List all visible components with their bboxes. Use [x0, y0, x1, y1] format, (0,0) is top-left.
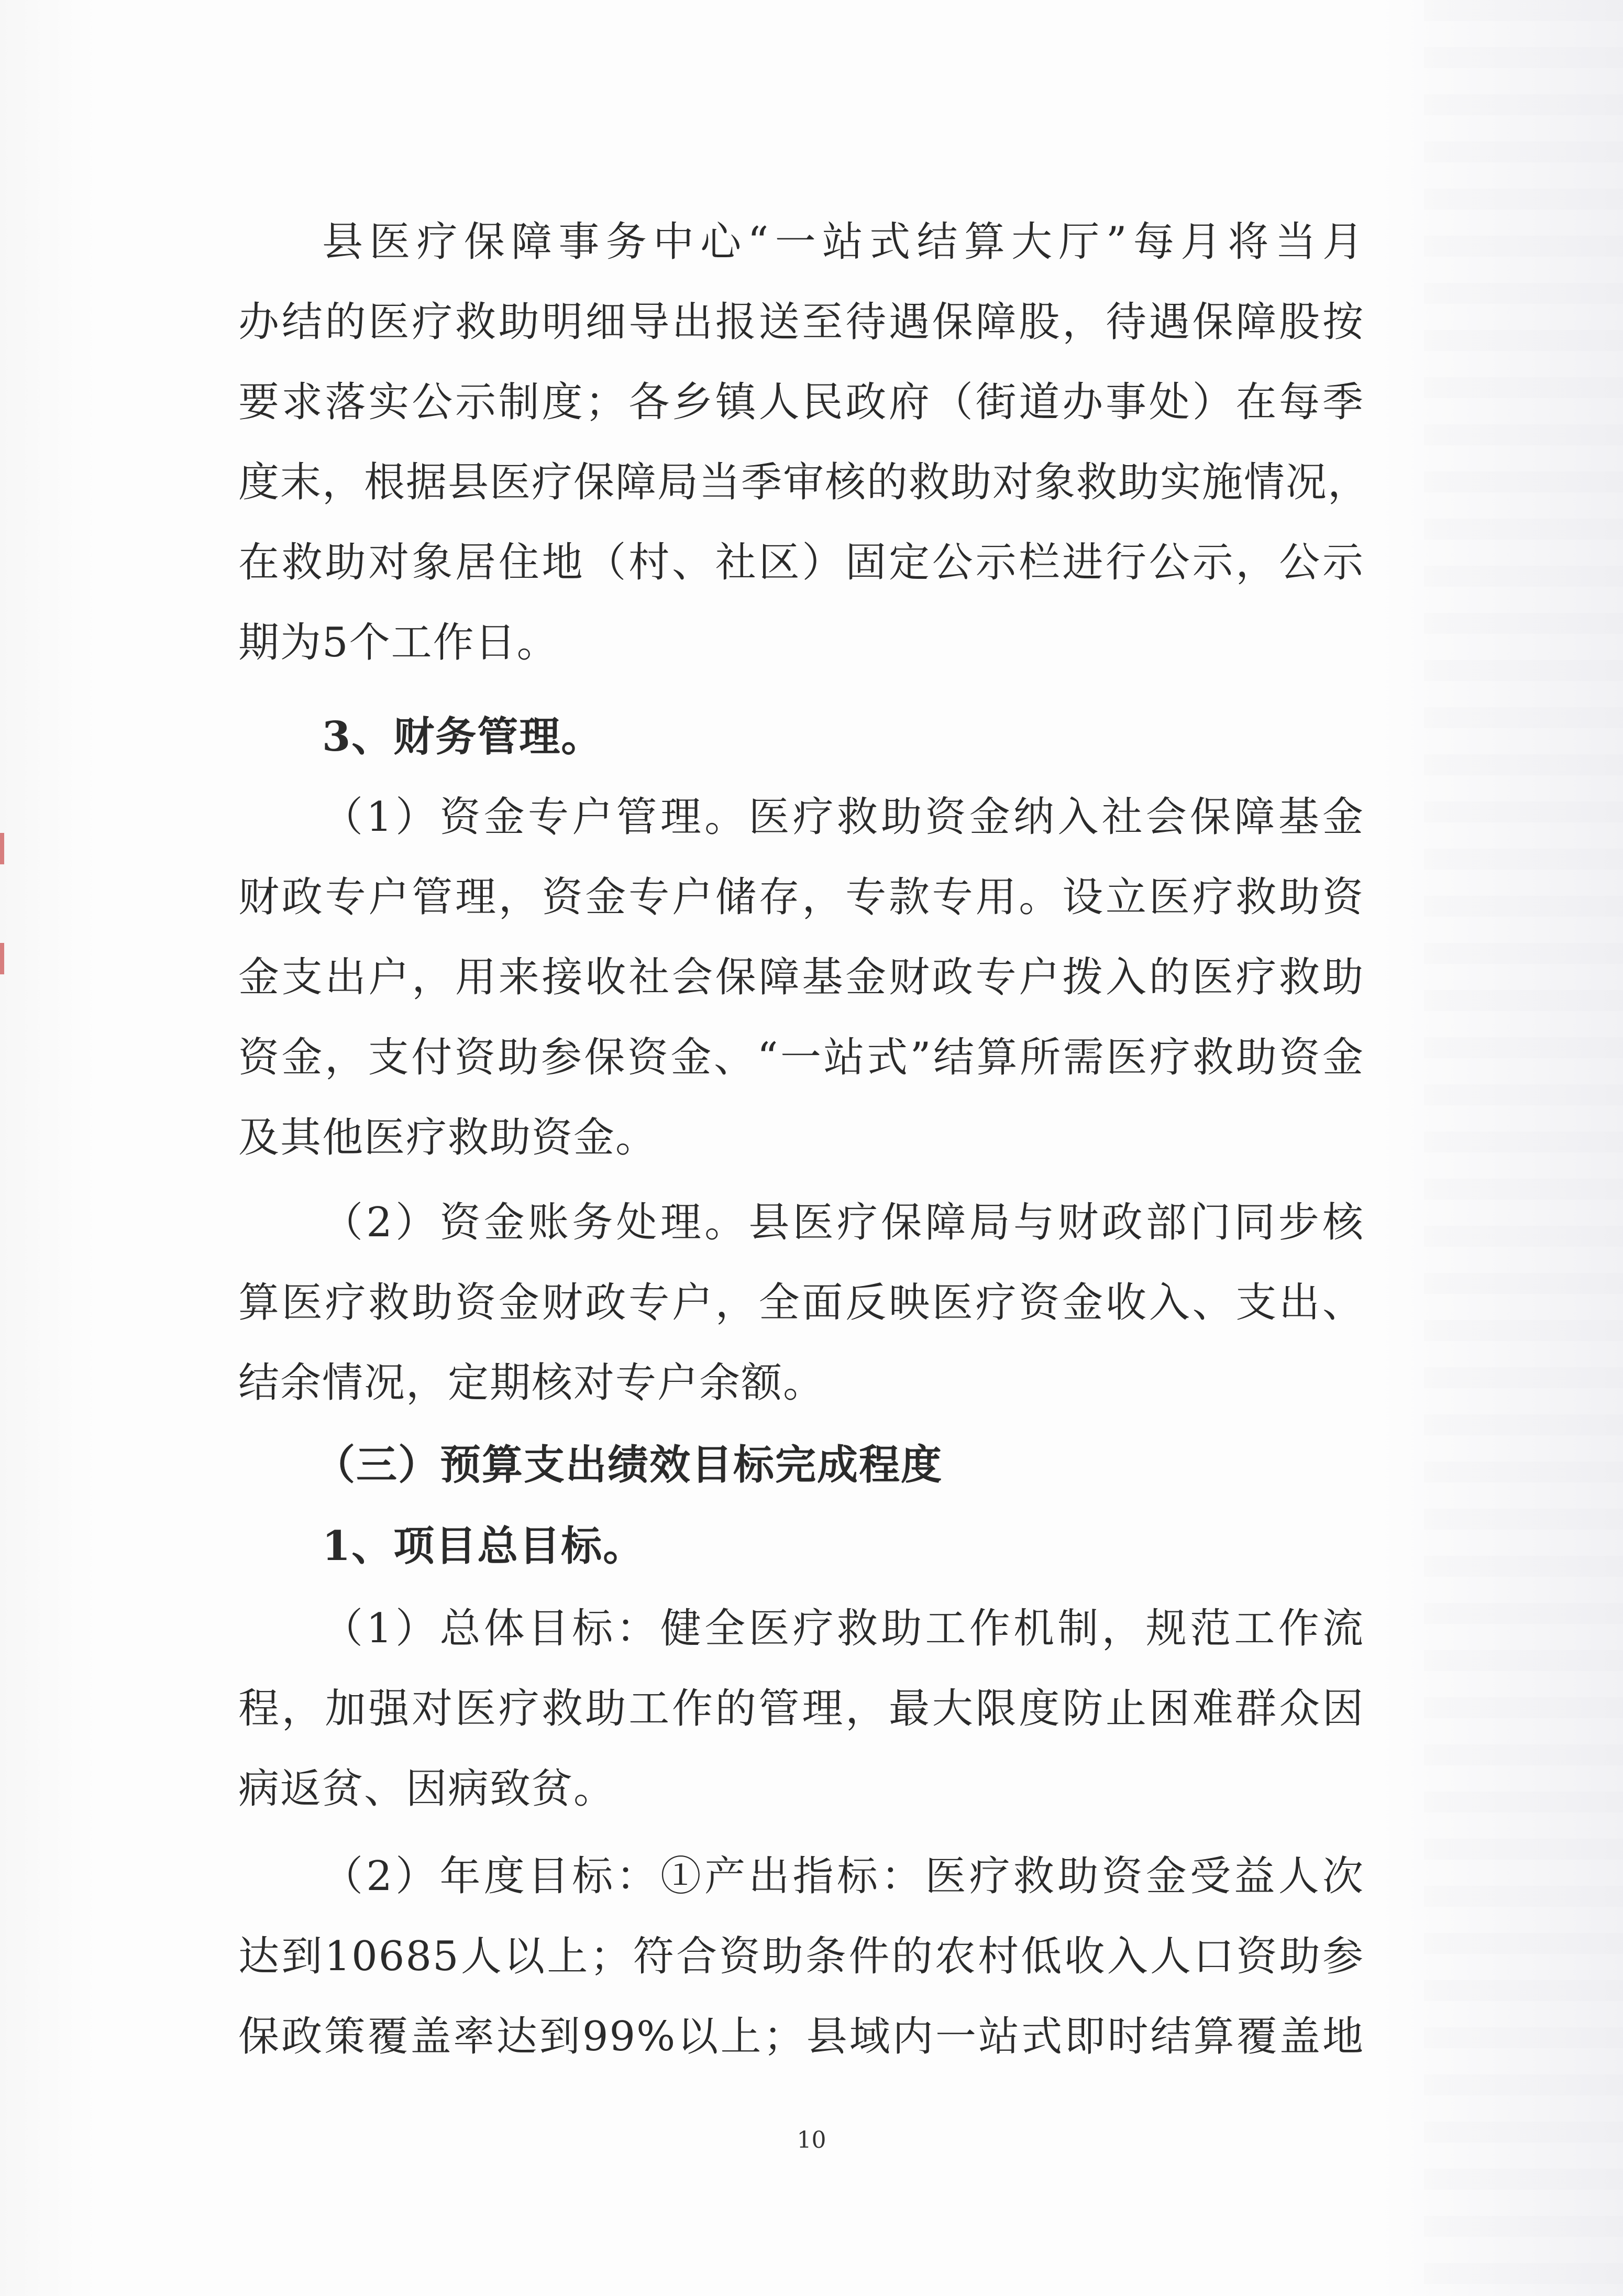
body-line: （1）总体目标：健全医疗救助工作机制，规范工作流 [322, 1605, 1364, 1652]
body-line: 度末，根据县医疗保障局当季审核的救助对象救助实施情况， [238, 459, 1370, 506]
scan-shadow [1424, 0, 1623, 2296]
body-line: 期为5个工作日。 [238, 619, 559, 666]
body-line: 结余情况，定期核对专户余额。 [238, 1359, 825, 1407]
margin-mark [0, 833, 4, 864]
page-number: 10 [797, 2127, 826, 2154]
section-heading: 3、财务管理。 [322, 713, 603, 761]
section-heading: 1、项目总目标。 [322, 1522, 645, 1570]
body-line: 及其他医疗救助资金。 [238, 1114, 658, 1161]
body-line: 金支出户，用来接收社会保障基金财政专户拨入的医疗救助 [238, 954, 1364, 1001]
body-line: 资金，支付资助参保资金、“一站式”结算所需医疗救助资金 [238, 1034, 1364, 1081]
body-line: 保政策覆盖率达到99%以上；县域内一站式即时结算覆盖地 [238, 2013, 1364, 2060]
body-line: 办结的医疗救助明细导出报送至待遇保障股，待遇保障股按 [238, 299, 1364, 346]
body-line: （1）资金专户管理。医疗救助资金纳入社会保障基金 [322, 794, 1364, 841]
body-line: 程，加强对医疗救助工作的管理，最大限度防止困难群众因 [238, 1685, 1364, 1732]
body-line: （2）资金账务处理。县医疗保障局与财政部门同步核 [322, 1199, 1364, 1246]
body-line: 县医疗保障事务中心“一站式结算大厅”每月将当月 [322, 218, 1364, 266]
margin-mark [0, 943, 4, 974]
body-line: 算医疗救助资金财政专户，全面反映医疗资金收入、支出、 [238, 1279, 1364, 1326]
section-heading: （三）预算支出绩效目标完成程度 [314, 1441, 943, 1489]
body-line: （2）年度目标：①产出指标：医疗救助资金受益人次 [322, 1853, 1364, 1900]
body-line: 在救助对象居住地（村、社区）固定公示栏进行公示，公示 [238, 539, 1364, 586]
body-line: 病返贫、因病致贫。 [238, 1765, 616, 1812]
body-line: 财政专户管理，资金专户储存，专款专用。设立医疗救助资 [238, 874, 1364, 921]
body-line: 要求落实公示制度；各乡镇人民政府（街道办事处）在每季 [238, 379, 1364, 426]
body-line: 达到10685人以上；符合资助条件的农村低收入人口资助参 [238, 1933, 1364, 1980]
